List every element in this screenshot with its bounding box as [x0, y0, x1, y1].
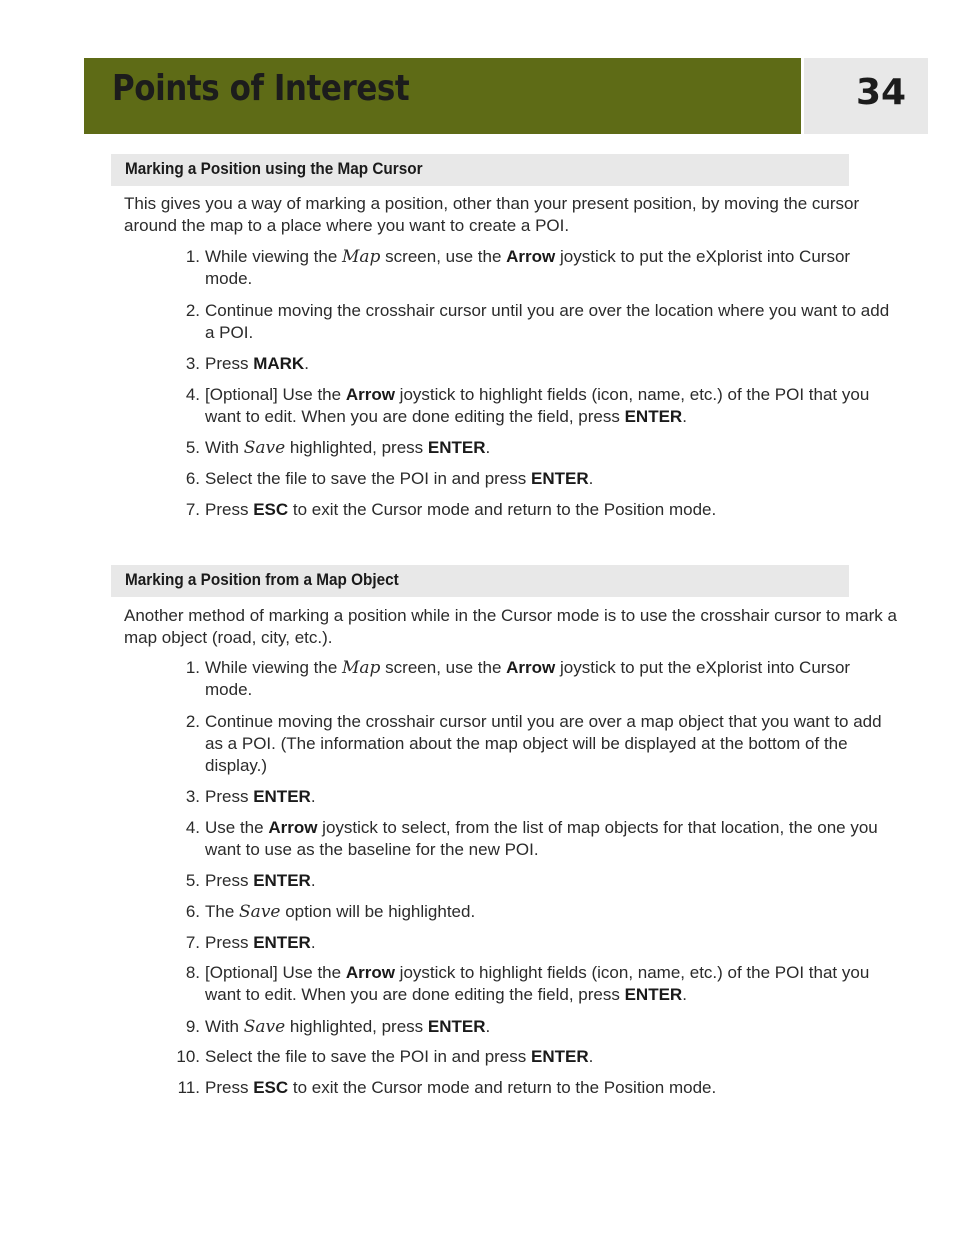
- list-item: [124, 499, 900, 521]
- key-name: Arrow: [268, 817, 318, 837]
- list-item: [124, 817, 900, 861]
- key-name: ENTER: [427, 1016, 486, 1036]
- step-number: 3.: [185, 787, 200, 807]
- step-text: to exit the Cursor mode and return to the Position mode.: [288, 499, 717, 519]
- step-number: 2.: [185, 300, 200, 320]
- step-number: 5.: [185, 438, 200, 458]
- page-number-box: [804, 58, 928, 134]
- step-text: The: [205, 901, 240, 921]
- step-text: .: [310, 932, 316, 952]
- step-number: 4.: [185, 817, 200, 837]
- header-bar: [84, 58, 801, 134]
- section-intro-map-cursor: This gives you a way of marking a position, other than your present position, by moving the cursor around the map to a place where you want to create a POI.: [124, 194, 860, 235]
- key-name: ENTER: [531, 468, 589, 488]
- steps-list-map-object: [124, 657, 900, 1108]
- step-text: option will be highlighted.: [280, 901, 476, 921]
- step-text: With: [205, 438, 244, 458]
- option-name: Save: [239, 901, 281, 922]
- key-name: ESC: [253, 1077, 289, 1097]
- list-item: [124, 384, 900, 428]
- step-text: highlighted, press: [285, 1016, 428, 1036]
- page-title: Points of Interest: [112, 68, 410, 109]
- key-name: ENTER: [624, 985, 683, 1005]
- option-name: Save: [243, 438, 286, 459]
- step-text: .: [682, 406, 687, 426]
- list-item: [124, 1046, 900, 1068]
- step-text: Continue moving the crosshair cursor until you are over the location where you want to add a POI.: [205, 300, 890, 342]
- key-name: ENTER: [531, 1047, 589, 1067]
- step-text: Press: [205, 499, 254, 519]
- key-name: Arrow: [506, 247, 556, 266]
- step-text: [Optional] Use the: [205, 384, 346, 404]
- step-text: Select the file to save the POI in and press: [205, 1047, 532, 1067]
- step-number: 1.: [185, 658, 200, 677]
- step-text: to exit the Cursor mode and return to the Position mode.: [288, 1077, 717, 1097]
- section-intro-map-object: Another method of marking a position while in the Cursor mode is to use the crosshair cursor to mark a map object (road, city, etc.).: [124, 606, 897, 647]
- list-item: [124, 246, 900, 290]
- step-text: .: [304, 354, 309, 374]
- step-text: Select the file to save the POI in and press: [205, 468, 532, 488]
- step-number: 6.: [185, 468, 200, 488]
- step-text: Continue moving the crosshair cursor until you are over a map object that you want to add as a POI. (The information about the map object will be displayed at the bottom of the display.): [205, 711, 882, 775]
- step-text: Press: [205, 1077, 254, 1097]
- section-heading-text: Marking a Position from a Map Object: [125, 570, 399, 589]
- step-text: Press: [205, 871, 254, 891]
- step-text: Press: [205, 787, 254, 807]
- step-text: screen, use the: [380, 658, 507, 677]
- step-text: .: [588, 468, 594, 488]
- key-name: ENTER: [253, 932, 311, 952]
- steps-list-map-cursor: [124, 246, 900, 529]
- list-item: [124, 353, 900, 375]
- key-name: ENTER: [427, 438, 486, 458]
- key-name: ENTER: [624, 406, 683, 426]
- key-name: ENTER: [253, 787, 311, 807]
- key-name: ENTER: [253, 871, 311, 891]
- step-number: 7.: [185, 932, 200, 952]
- list-item: [124, 932, 900, 954]
- list-item: [124, 711, 900, 777]
- list-item: [124, 468, 900, 490]
- page-number: 34: [856, 72, 907, 113]
- step-number: 8.: [185, 963, 200, 983]
- key-name: Arrow: [345, 384, 395, 404]
- step-text: .: [485, 1016, 491, 1036]
- step-text: joystick to put the eXplorist into Cursor mode.: [205, 658, 851, 699]
- step-text: .: [310, 787, 316, 807]
- screen-name: Map: [342, 247, 381, 267]
- list-item: [124, 901, 900, 923]
- step-number: 9.: [185, 1016, 200, 1036]
- key-name: Arrow: [345, 963, 395, 983]
- key-name: MARK: [253, 354, 305, 374]
- step-number: 3.: [185, 354, 200, 374]
- step-text: .: [310, 871, 316, 891]
- list-item: [124, 437, 900, 459]
- step-number: 6.: [185, 901, 200, 921]
- step-text: .: [588, 1047, 594, 1067]
- option-name: Save: [243, 1016, 286, 1037]
- list-item: [124, 1077, 900, 1099]
- step-number: 2.: [185, 711, 200, 731]
- key-name: Arrow: [506, 658, 556, 677]
- step-text: joystick to highlight fields (icon, name, etc.) of the POI that you want to edit. When you are done editing the field, press: [205, 384, 870, 426]
- list-item: [124, 657, 900, 701]
- key-name: ESC: [253, 499, 289, 519]
- step-text: While viewing the: [205, 658, 343, 677]
- step-text: Press: [205, 932, 254, 952]
- step-text: With: [205, 1016, 244, 1036]
- step-text: While viewing the: [205, 247, 343, 266]
- section-heading-map-cursor: [111, 154, 849, 186]
- step-text: joystick to select, from the list of map objects for that location, the one you want to use as the baseline for the new POI.: [205, 817, 878, 859]
- step-number: 7.: [185, 499, 200, 519]
- list-item: [124, 786, 900, 808]
- step-number: 11.: [177, 1077, 200, 1097]
- list-item: [124, 962, 900, 1006]
- list-item: [124, 1016, 900, 1038]
- step-number: 4.: [185, 384, 200, 404]
- step-number: 10.: [176, 1047, 200, 1067]
- step-text: Press: [205, 354, 254, 374]
- step-text: Use the: [205, 817, 269, 837]
- step-number: 1.: [185, 247, 200, 266]
- step-number: 5.: [185, 871, 200, 891]
- step-text: .: [682, 985, 687, 1005]
- step-text: screen, use the: [380, 247, 507, 266]
- step-text: highlighted, press: [285, 438, 428, 458]
- step-text: .: [485, 438, 491, 458]
- list-item: [124, 300, 900, 344]
- section-heading-map-object: [111, 565, 849, 597]
- step-text: joystick to put the eXplorist into Cursor mode.: [205, 247, 851, 288]
- list-item: [124, 870, 900, 892]
- screen-name: Map: [342, 658, 381, 678]
- section-heading-text: Marking a Position using the Map Cursor: [125, 159, 423, 178]
- step-text: [Optional] Use the: [205, 963, 346, 983]
- step-text: joystick to highlight fields (icon, name, etc.) of the POI that you want to edit. When you are done editing the field, press: [205, 963, 870, 1005]
